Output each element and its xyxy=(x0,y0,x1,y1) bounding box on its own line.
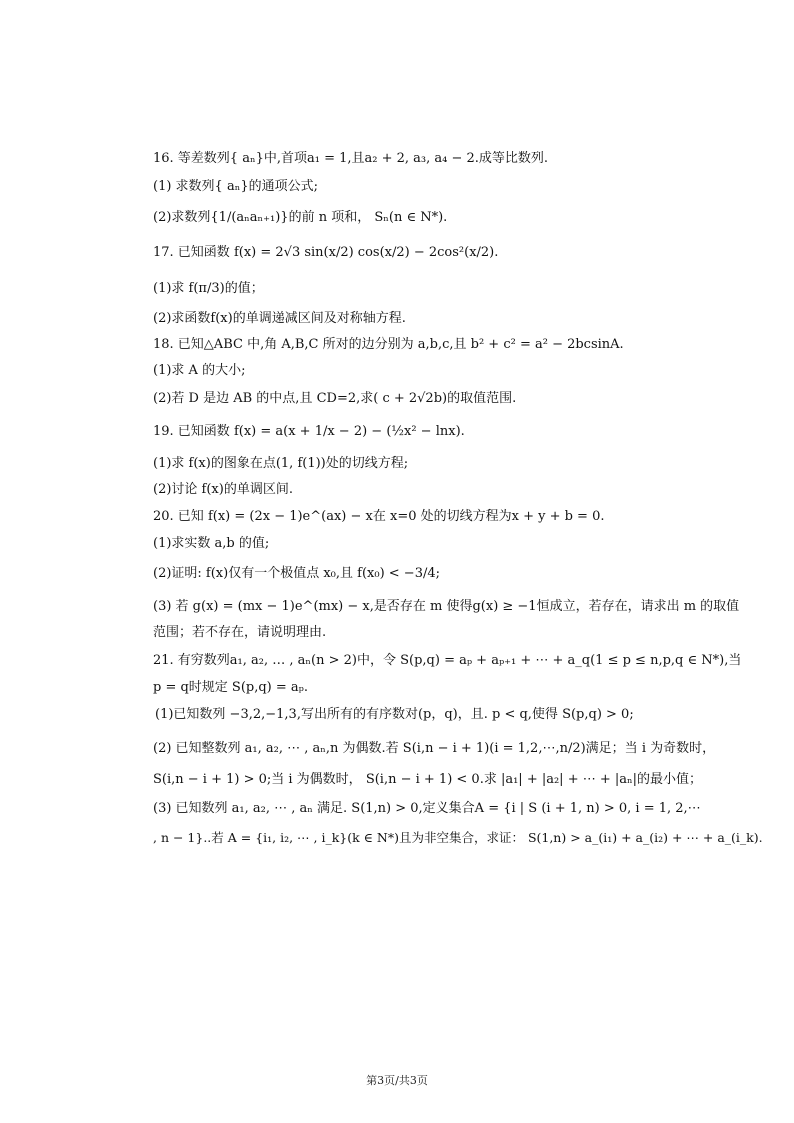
q18-stem: 18. 已知△ABC 中,角 A,B,C 所对的边分别为 a,b,c,且 b² + c² = a² − 2bcsinA. xyxy=(153,337,624,352)
q18-part1: (1)求 A 的大小; xyxy=(153,363,246,378)
q21-part2-cont: S(i,n − i + 1) > 0;当 i 为偶数时， S(i,n − i + 1) < 0.求 |a₁| + |a₂| + ⋯ + |aₙ|的最小值； xyxy=(153,772,703,787)
q16-part1: (1) 求数列{ aₙ}的通项公式; xyxy=(153,179,318,194)
q20-part1: (1)求实数 a,b 的值; xyxy=(153,536,270,551)
q21-part1: (1)已知数列 −3,2,−1,3,写出所有的有序数对(p，q)，且. p < q,使得 S(p,q) > 0; xyxy=(155,707,634,722)
q18-part2: (2)若 D 是边 AB 的中点,且 CD=2,求( c + 2√2b)的取值范围. xyxy=(153,391,517,406)
q21-part3: (3) 已知数列 a₁, a₂, ⋯ , aₙ 满足. S(1,n) > 0,定义集合A = {i | S (i + 1, n) > 0, i = 1, 2,⋯ xyxy=(153,801,701,816)
q19-stem: 19. 已知函数 f(x) = a(x + 1/x − 2) − (½x² − lnx). xyxy=(153,424,465,439)
q20-stem: 20. 已知 f(x) = (2x − 1)e^(ax) − x在 x=0 处的切线方程为x + y + b = 0. xyxy=(153,509,605,524)
q21-part2: (2) 已知整数列 a₁, a₂, ⋯ , aₙ,n 为偶数.若 S(i,n − i + 1)(i = 1,2,⋯,n/2)满足；当 i 为奇数时， xyxy=(153,741,716,756)
q16-part2: (2)求数列{1/(aₙaₙ₊₁)}的前 n 项和， Sₙ(n ∈ N*). xyxy=(153,210,448,225)
page-footer: 第3页/共3页 xyxy=(366,1074,428,1087)
q16-stem: 16. 等差数列{ aₙ}中,首项a₁ = 1,且a₂ + 2, a₃, a₄ − 2.成等比数列. xyxy=(153,151,549,166)
q20-part3: (3) 若 g(x) = (mx − 1)e^(mx) − x,是否存在 m 使得g(x) ≥ −1恒成立，若存在，请求出 m 的取值 xyxy=(153,599,740,614)
q21-stem: 21. 有穷数列a₁, a₂, … , aₙ(n > 2)中，令 S(p,q) = aₚ + aₚ₊₁ + ⋯ + a_q(1 ≤ p ≤ n,p,q ∈ N*),当 xyxy=(153,653,742,668)
q17-stem: 17. 已知函数 f(x) = 2√3 sin(x/2) cos(x/2) − 2cos²(x/2). xyxy=(153,245,499,260)
q20-part3-cont: 范围；若不存在，请说明理由. xyxy=(153,625,327,640)
q21-part3-cont: , n − 1}..若 A = {i₁, i₂, ⋯ , i_k}(k ∈ N*)且为非空集合，求证： S(1,n) > a_(i₁) + a_(i₂) + ⋯ + a_(i_k). xyxy=(153,830,763,845)
q19-part1: (1)求 f(x)的图象在点(1, f(1))处的切线方程; xyxy=(153,456,409,471)
q17-part1: (1)求 f(π/3)的值； xyxy=(153,281,264,296)
q21-stem-cont: p = q时规定 S(p,q) = aₚ. xyxy=(153,680,308,695)
q17-part2: (2)求函数f(x)的单调递减区间及对称轴方程. xyxy=(153,311,406,326)
q20-part2: (2)证明: f(x)仅有一个极值点 x₀,且 f(x₀) < −3/4; xyxy=(153,566,441,581)
q19-part2: (2)讨论 f(x)的单调区间. xyxy=(153,482,293,497)
